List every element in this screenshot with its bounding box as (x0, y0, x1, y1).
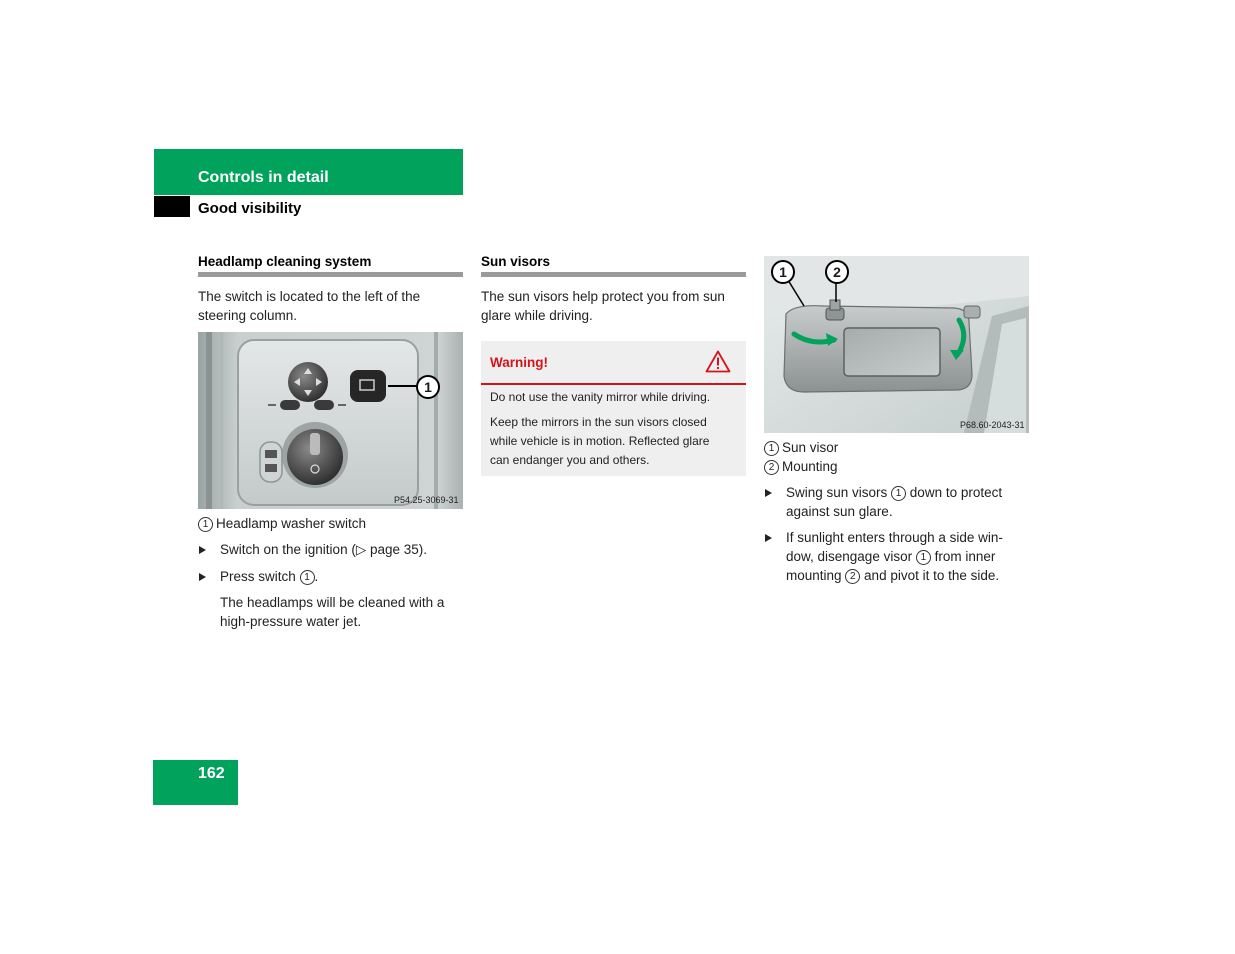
warning-title: Warning! (490, 355, 548, 370)
headlamp-intro-line1: The switch is located to the left of the (198, 289, 421, 304)
bullet-arrow-icon (765, 489, 772, 497)
step-text: and pivot it to the side. (860, 568, 1000, 583)
headlamp-result-line1: The headlamps will be cleaned with a (220, 595, 445, 610)
visor-step-2-line3 (786, 566, 999, 585)
headlamp-callout-1: 1 (416, 375, 440, 399)
step-text: Swing sun visors (786, 485, 892, 500)
page-number-tab (153, 760, 238, 805)
headlamp-intro-line2: steering column. (198, 308, 298, 323)
page-number: 162 (198, 765, 225, 782)
step-text: dow, disengage visor (786, 549, 916, 564)
visor-legend-2 (764, 457, 838, 476)
sunvisors-intro-line1: The sun visors help protect you from sun (481, 289, 725, 304)
legend-number: 1 (764, 441, 779, 456)
headlamp-figure-code: P54.25-3069-31 (394, 495, 459, 505)
sunvisors-heading-rule (481, 272, 746, 277)
step-text: Press switch (220, 569, 300, 584)
warning-line1: Do not use the vanity mirror while driving. (490, 390, 711, 404)
warning-line2: Keep the mirrors in the sun visors closed (490, 415, 707, 429)
headlamp-result-line2: high-pressure water jet. (220, 614, 362, 629)
legend-number: 2 (764, 460, 779, 475)
visor-figure-code: P68.60-2043-31 (960, 420, 1025, 430)
legend-number: 1 (198, 517, 213, 532)
headlamp-heading-rule (198, 272, 463, 277)
bullet-arrow-icon (765, 534, 772, 542)
bullet-arrow-icon (199, 546, 206, 554)
headlamp-step-2 (220, 567, 318, 586)
visor-callout-1: 1 (771, 260, 795, 284)
step-text: mounting (786, 568, 846, 583)
sun-visor-illustration (764, 256, 1029, 433)
sunvisors-intro-line2: glare while driving. (481, 308, 593, 323)
visor-legend-1 (764, 438, 838, 457)
legend-text: Sun visor (782, 440, 839, 455)
warning-line4: can endanger you and others. (490, 453, 650, 467)
step-number: 1 (891, 486, 906, 501)
visor-step-1-line1 (786, 483, 1002, 502)
headlamp-step-1: Switch on the ignition (▷ page 35). (220, 542, 428, 557)
visor-step-2-line2 (786, 547, 995, 566)
visor-step-1-line2: against sun glare. (786, 504, 893, 519)
step-text-end: . (314, 569, 319, 584)
headlamp-legend (198, 514, 366, 533)
section-title: Controls in detail (198, 169, 329, 186)
headlamp-switch-illustration (198, 332, 463, 509)
step-number: 1 (916, 550, 931, 565)
step-text: down to protect (906, 485, 1003, 500)
sun-visor-figure (764, 256, 1029, 433)
legend-text: Mounting (782, 459, 838, 474)
visor-step-2-line1: If sunlight enters through a side win- (786, 530, 1003, 545)
warning-triangle-icon (705, 350, 731, 378)
legend-text: Headlamp washer switch (216, 516, 367, 531)
step-number: 1 (300, 570, 315, 585)
step-text: from inner (930, 549, 996, 564)
warning-line3: while vehicle is in motion. Reflected glare (490, 434, 710, 448)
sunvisors-heading: Sun visors (481, 254, 551, 269)
headlamp-switch-figure (198, 332, 463, 509)
headlamp-heading: Headlamp cleaning system (198, 254, 372, 269)
header-marker (154, 196, 190, 217)
visor-callout-2: 2 (825, 260, 849, 284)
bullet-arrow-icon (199, 573, 206, 581)
step-number: 2 (845, 569, 860, 584)
subsection-title: Good visibility (198, 200, 302, 217)
